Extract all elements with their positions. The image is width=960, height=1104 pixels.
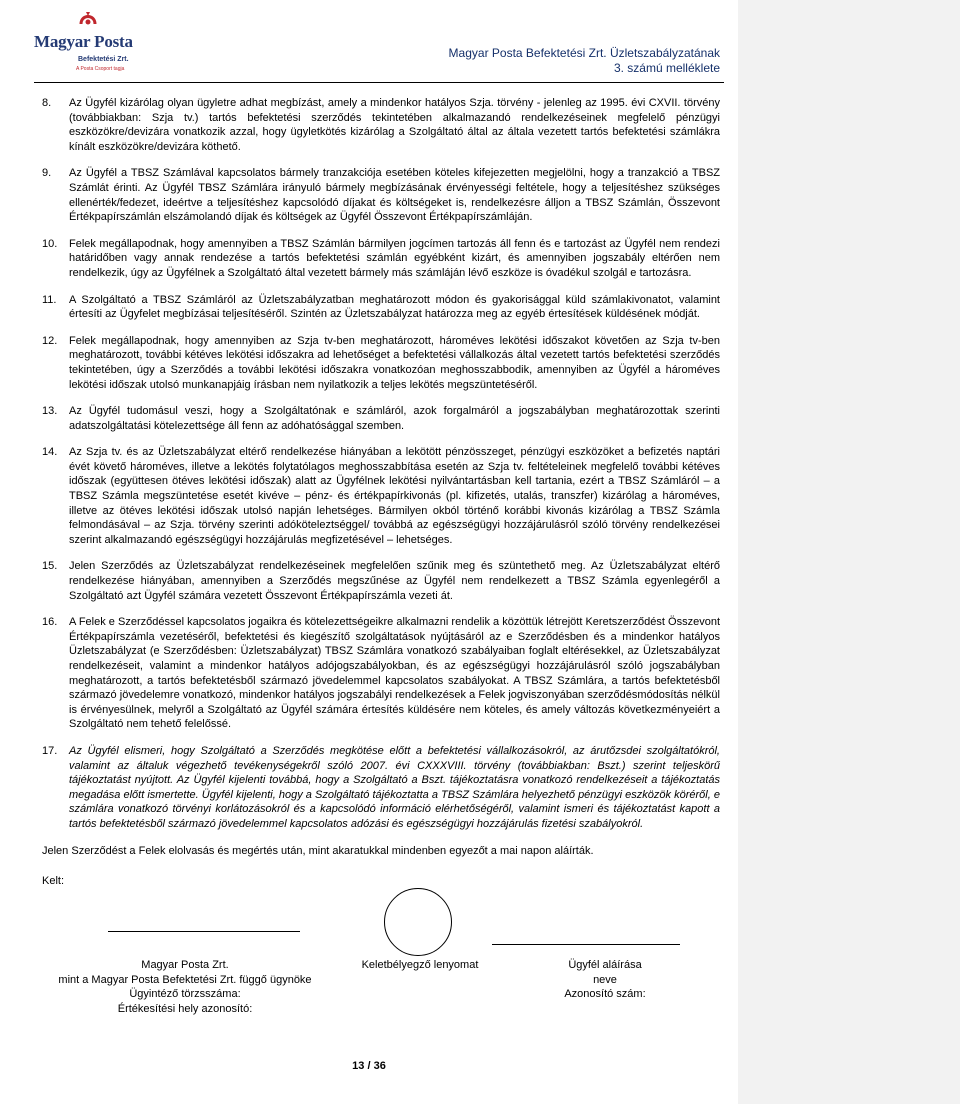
clause-10 [42,237,720,281]
header-line-1: Magyar Posta Befektetési Zrt. Üzletszabályzatának [448,46,720,60]
date-place-label: Kelt: [42,875,65,888]
company-logo [34,8,134,76]
stamp-area [384,888,452,956]
page-number: 13 / 36 [352,1060,386,1072]
sales-point-id-label: Értékesítési hely azonosító: [117,1002,253,1015]
clause-15 [42,559,720,603]
stamp-label: Keletbélyegző lenyomat [361,959,479,971]
clause-text: Jelen Szerződés az Üzletszabályzat rendelkezéseinek megfelelően szűnik meg és szüntethető meg. Az Üzletszabályzat eltérő rendelkezése hiányában, amennyiben a Szerződés megszűnése az Ügyfél nem rendelkezett a TBSZ Számla egyenlegéről a Szolgáltató azt Ügyfél számára vezetett Összevont Értékpapírszámla vezeti át. [69,560,720,602]
agent-id-label: Ügyintéző törzsszáma: [129,988,241,1000]
stamp-block [340,958,500,973]
clause-number: 17. [42,744,58,757]
clause-number: 10. [42,237,58,250]
clause-number: 14. [42,446,58,459]
provider-role: mint a Magyar Posta Befektetési Zrt. függő ügynöke [58,973,312,986]
logo-tagline: A Posta Csoport tagja [76,66,125,72]
clause-text: Felek megállapodnak, hogy amennyiben a TBSZ Számlán bármilyen jogcímen tartozás áll fenn és e tartozást az Ügyfél nem rendezi határidőben vagy annak rendezése a tartós befektetési számlán egyébként kizárt, és amennyiben jogszabály eltérően nem rendelkezik, úgy az Ügyfélnek a Szolgáltató által vezetett bármely más számláján lévő eszköze is óvadékul szolgál e tartozásra. [69,237,720,279]
clause-number: 8. [42,97,52,109]
clause-17 [42,744,720,832]
provider-signature-line [108,931,300,932]
clause-text: A Szolgáltató a TBSZ Számláról az Üzletszabályzatban meghatározott módon és gyakorisággal küld számlakivonatot, valamint értesíti az Ügyfelet megbízásai teljesítéséről. Szintén az Üzletszabályzat határozza meg az egyéb értesítések küldésének módját. [69,293,720,321]
clause-number: 15. [42,560,58,573]
document-header [449,46,720,76]
header-line-2: 3. számú melléklete [613,61,720,75]
clause-number: 9. [42,167,52,180]
clause-list [42,96,720,832]
clause-text: Felek megállapodnak, hogy amennyiben az Szja tv-ben meghatározott, hároméves lekötési időszakot követően az Szja tv-ben meghatározott, további kétéves lekötési időszakra ad lehetőséget a befektetési vállalkozás által vezetett tartós befektetési szerződés tekintetében, úgy a Szerződés a további lekötési időszakra vonatkozóan meghosszabbodik, amennyiben az Ügyfél a hároméves lekötési időszak utolsó munkanapjáig írásban nem nyilatkozik a teljes lekötés megszüntetéséről. [69,334,720,391]
clause-text: Az Ügyfél elismeri, hogy Szolgáltató a Szerződés megkötése előtt a befektetési vállalkozásokról, az árutőzsdei szolgáltatókról, valamint az általuk végezhető tevékenységekről szóló 2007. évi CXXXVIII. törvény (továbbiakban: Bszt.) szerint teljeskörű tájékoztatást nyújtott. Az Ügyfél kijelenti továbbá, hogy a Szolgáltató a Bszt. tájékoztatásra vonatkozó rendelkezéseit a tájékoztatás megadása előtt ismertette. Ügyfél kijelenti, hogy a Szolgáltató tájékoztatta a TBSZ Számlára helyezhető pénzügyi eszközök köréről, e számlára vonatkozó törvényi korlátozásokról és a kapcsolódó információ elérhetőségéről, valamint ismeri és tájékoztatást kapott a tartós befektetésből származó jövedelemmel kapcsolatos adózási és egészségügyi hozzájárulás fizetési szabályokról. [69,744,720,830]
document-body [42,96,720,889]
logo-subtitle: Befektetési Zrt. [78,56,129,63]
header-divider [34,82,724,83]
provider-name: Magyar Posta Zrt. [141,959,229,971]
posthorn-icon [78,8,98,32]
clause-number: 12. [42,334,58,347]
clause-12 [42,334,720,392]
clause-13 [42,404,720,433]
clause-11 [42,293,720,322]
clause-9 [42,166,720,224]
clause-8 [42,96,720,154]
closing-statement: Jelen Szerződést a Felek elolvasás és megértés után, mint akaratukkal mindenben egyezőt a mai napon aláírták. [42,844,594,857]
client-signature-line [492,944,680,945]
client-signature-block [505,958,705,1002]
client-signature-label: Ügyfél aláírása [568,959,642,971]
clause-number: 13. [42,405,58,418]
clause-16 [42,615,720,732]
clause-number: 11. [42,293,57,306]
clause-14 [42,445,720,547]
clause-text: Az Szja tv. és az Üzletszabályzat eltérő rendelkezése hiányában a lekötött pénzösszeget, pénzügyi eszközöket a befizetés naptári évét követő hároméves, illetve a lekötés folytatólagos meghosszabbítása esetén az Szja tv. feltételeinek megfelelő további kétéves időszak (együttesen ötéves lekötési időszak) alatt az Ügyfélnek lekötési nyilvántartásban kell tartania, ezért a TBSZ Számláról – a TBSZ Számla megszüntetése esetét kivéve – pénz- és értékpapírkivonás (pl. kifizetés, utalás, transzfer) kizárólag a hároméves, illetve az ötéves lekötési időszak utolsó napján lehetséges. Bármilyen okból történő korábbi kivonás kizárólag a TBSZ Számla felmondásával – az Szja. törvény szerinti adóköteleztséggel/ továbbá az egészségügyi hozzájárulásról szóló törvény rendelkezései szerint alkalmazandó egészségügyi hozzájárulás megfizetésével – lehetséges. [69,446,720,546]
provider-signature-block [40,958,330,1016]
comment-margin-panel [738,0,960,1104]
client-name-label: neve [593,973,617,986]
clause-text: Az Ügyfél tudomásul veszi, hogy a Szolgáltatónak e számláról, azok forgalmáról a jogszabályban meghatározottak szerinti adatszolgáltatási kötelezettsége áll fenn az adóhatósággal szemben. [69,405,720,432]
clause-text: A Felek e Szerződéssel kapcsolatos jogaikra és kötelezettségeikre alkalmazni rendelik a közöttük létrejött Keretszerződést Összevont Értékpapírszámla vezetéséről, befektetési és kiegészítő szolgáltatások nyújtásáról az e Szerződésben és a mindenkor hatályos Üzletszabályzat (e Szerződésben: Üzletszabályzat) TBSZ Számlára vonatkozó szabályaiban foglalt eltérésekkel, az Üzletszabályzat rendelkezéseit, valamint a mindenkor hatályos adójogszabályokban, és az egészségügyi hozzájárulásról szóló jogszabályban meghatározott, a tartós befektetésből származó jövedelemmel kapcsolatos szabályokat. A TBSZ Számlára, a tartós befektetésből származó jövedelemre vonatkozó, mindenkor hatályos jogszabályi rendelkezések a Felek jogviszonyában szerződésmódosítás nélkül is érvényesülnek, melyről a Szolgáltató az Ügyfél számára értesítés küldésére nem köteles, és amely változás következményeiért a Szolgáltató nem tehető felelőssé. [69,616,720,731]
clause-number: 16. [42,616,58,629]
clause-text: Az Ügyfél kizárólag olyan ügyletre adhat megbízást, amely a mindenkor hatályos Szja. törvény - jelenleg az 1995. évi CXVII. törvény (továbbiakban: Szja tv.) tartós befektetési szerződés tekintetében alkalmazandó rendelkezéseinek megfelelő pénzügyi eszközökre/devizára vonatkozik azzal, hogy ügyletkötés kizárólag a Szolgáltató által az általa vezetett tartós befektetési számlákra kínált eszközökre/devizára köthető. [69,97,720,153]
client-id-label: Azonosító szám: [564,988,646,1000]
logo-brand: Magyar Posta [34,32,133,51]
clause-text: Az Ügyfél a TBSZ Számlával kapcsolatos bármely tranzakciója esetében köteles kifejezetten megjelölni, hogy a tranzakció a TBSZ Számlát érinti. Az Ügyfél TBSZ Számlára irányuló bármely megbízásának érvényességi feltétele, hogy a teljesítéshez szükséges ellenérték/fedezet, ideértve a teljesítéshez kapcsolódó díjakat és költségeket is, rendelkezésre álljon a TBSZ Számlán, Összevont Értékpapírszámlán elszámolandó díjak és költségek az Ügyfél Összevont Értékpapírszámláján. [69,167,720,224]
